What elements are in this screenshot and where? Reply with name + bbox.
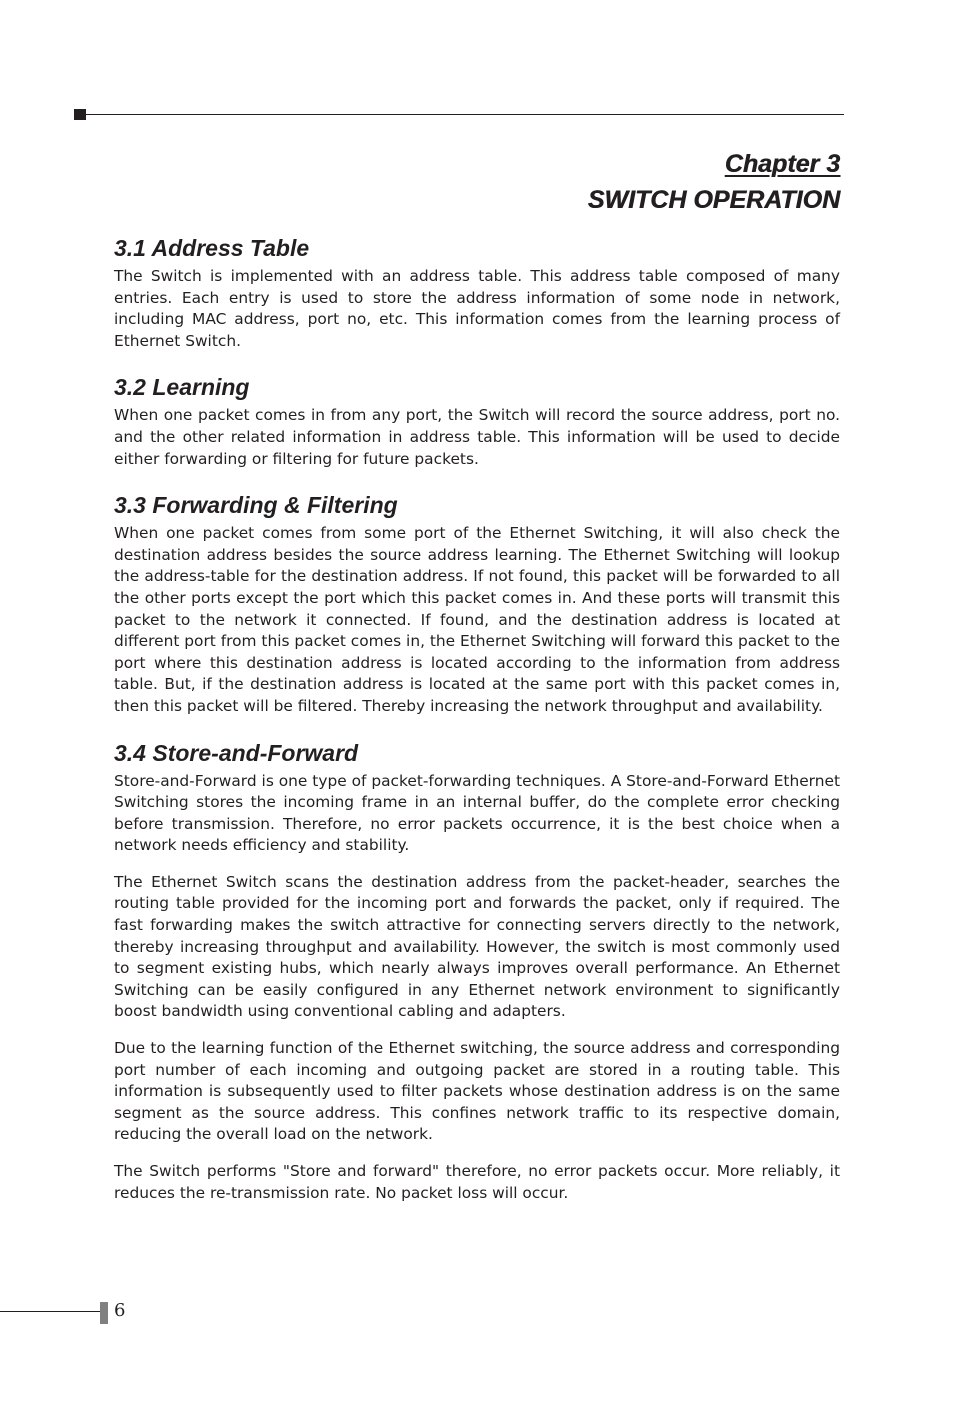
footer-rule [0,1311,100,1312]
paragraph: Due to the learning function of the Ethernet switching, the source address and corresponding port number of each incoming and outgoing packet are stored in a routing table. This information is subsequently used to filter packets whose destination address is on the same segment as the source address. This confines network traffic to its respective domain, reducing the overall load on the network. [114,1039,840,1144]
chapter-heading [588,146,840,218]
paragraph: Store-and-Forward is one type of packet-forwarding techniques. A Store-and-Forward Ethernet Switching stores the incoming frame in an internal buffer, do the complete error checking before transmission. Therefore, no error packets occurrence, it is the best choice when a network needs efficiency and stability. [114,771,840,855]
section-learning [114,371,840,470]
section-heading: 3.2 Learning [114,374,250,401]
chapter-title: SWITCH OPERATION [587,186,840,214]
page-footer [0,1300,140,1324]
section-heading: 3.4 Store-and-Forward [114,739,359,766]
section-heading: 3.3 Forwarding & Filtering [114,492,398,519]
paragraph: The Switch performs "Store and forward" therefore, no error packets occur. More reliably, it reduces the re-transmission rate. No packet loss will occur. [114,1162,840,1202]
section-forwarding-filtering [114,489,840,717]
paragraph: When one packet comes in from any port, the Switch will record the source address, port no. and the other related information in address table. This information will be used to decide either forwarding or filtering for future packets. [114,406,840,468]
header-line [86,114,844,115]
header-rule [74,109,844,120]
header-square-marker [74,109,86,120]
section-heading: 3.1 Address Table [114,235,310,261]
chapter-number: Chapter 3 [724,150,840,178]
paragraph: When one packet comes from some port of the Ethernet Switching, it will also check the destination address besides the source address learning. The Ethernet Switching will lookup the address-table for the destination address. If not found, this packet will be forwarded to all the other ports except the port which this packet comes in. And these ports will transmit this packet to the network it connected. If found, and the destination address is located at different port from this packet comes in, the Ethernet Switching will forward this packet to the port where this destination address is located according to the information from address table. But, if the destination address is located at the same port with this packet comes in, then this packet will be filtered. Thereby increasing the network throughput and availability. [114,524,840,715]
paragraph: The Ethernet Switch scans the destination address from the packet-header, searches the routing table provided for the incoming port and forwards the packet, only if required. The fast forwarding makes the switch attractive for connecting servers directly to the network, thereby increasing throughput and availability. However, the switch is most commonly used to segment existing hubs, which nearly always improves overall performance. An Ethernet Switching can be easily configured in any Ethernet network environment to significantly boost bandwidth using conventional cabling and adapters. [114,872,840,1021]
footer-tab-marker [100,1302,108,1324]
page-number: 6 [114,1300,126,1321]
paragraph: The Switch is implemented with an address table. This address table composed of many entries. Each entry is used to store the address information of some node in network, including MAC address, port no, etc. This information comes from the learning process of Ethernet Switch. [114,267,840,350]
section-address-table [114,232,840,352]
section-store-and-forward [114,737,840,1205]
page-body [114,232,840,1223]
